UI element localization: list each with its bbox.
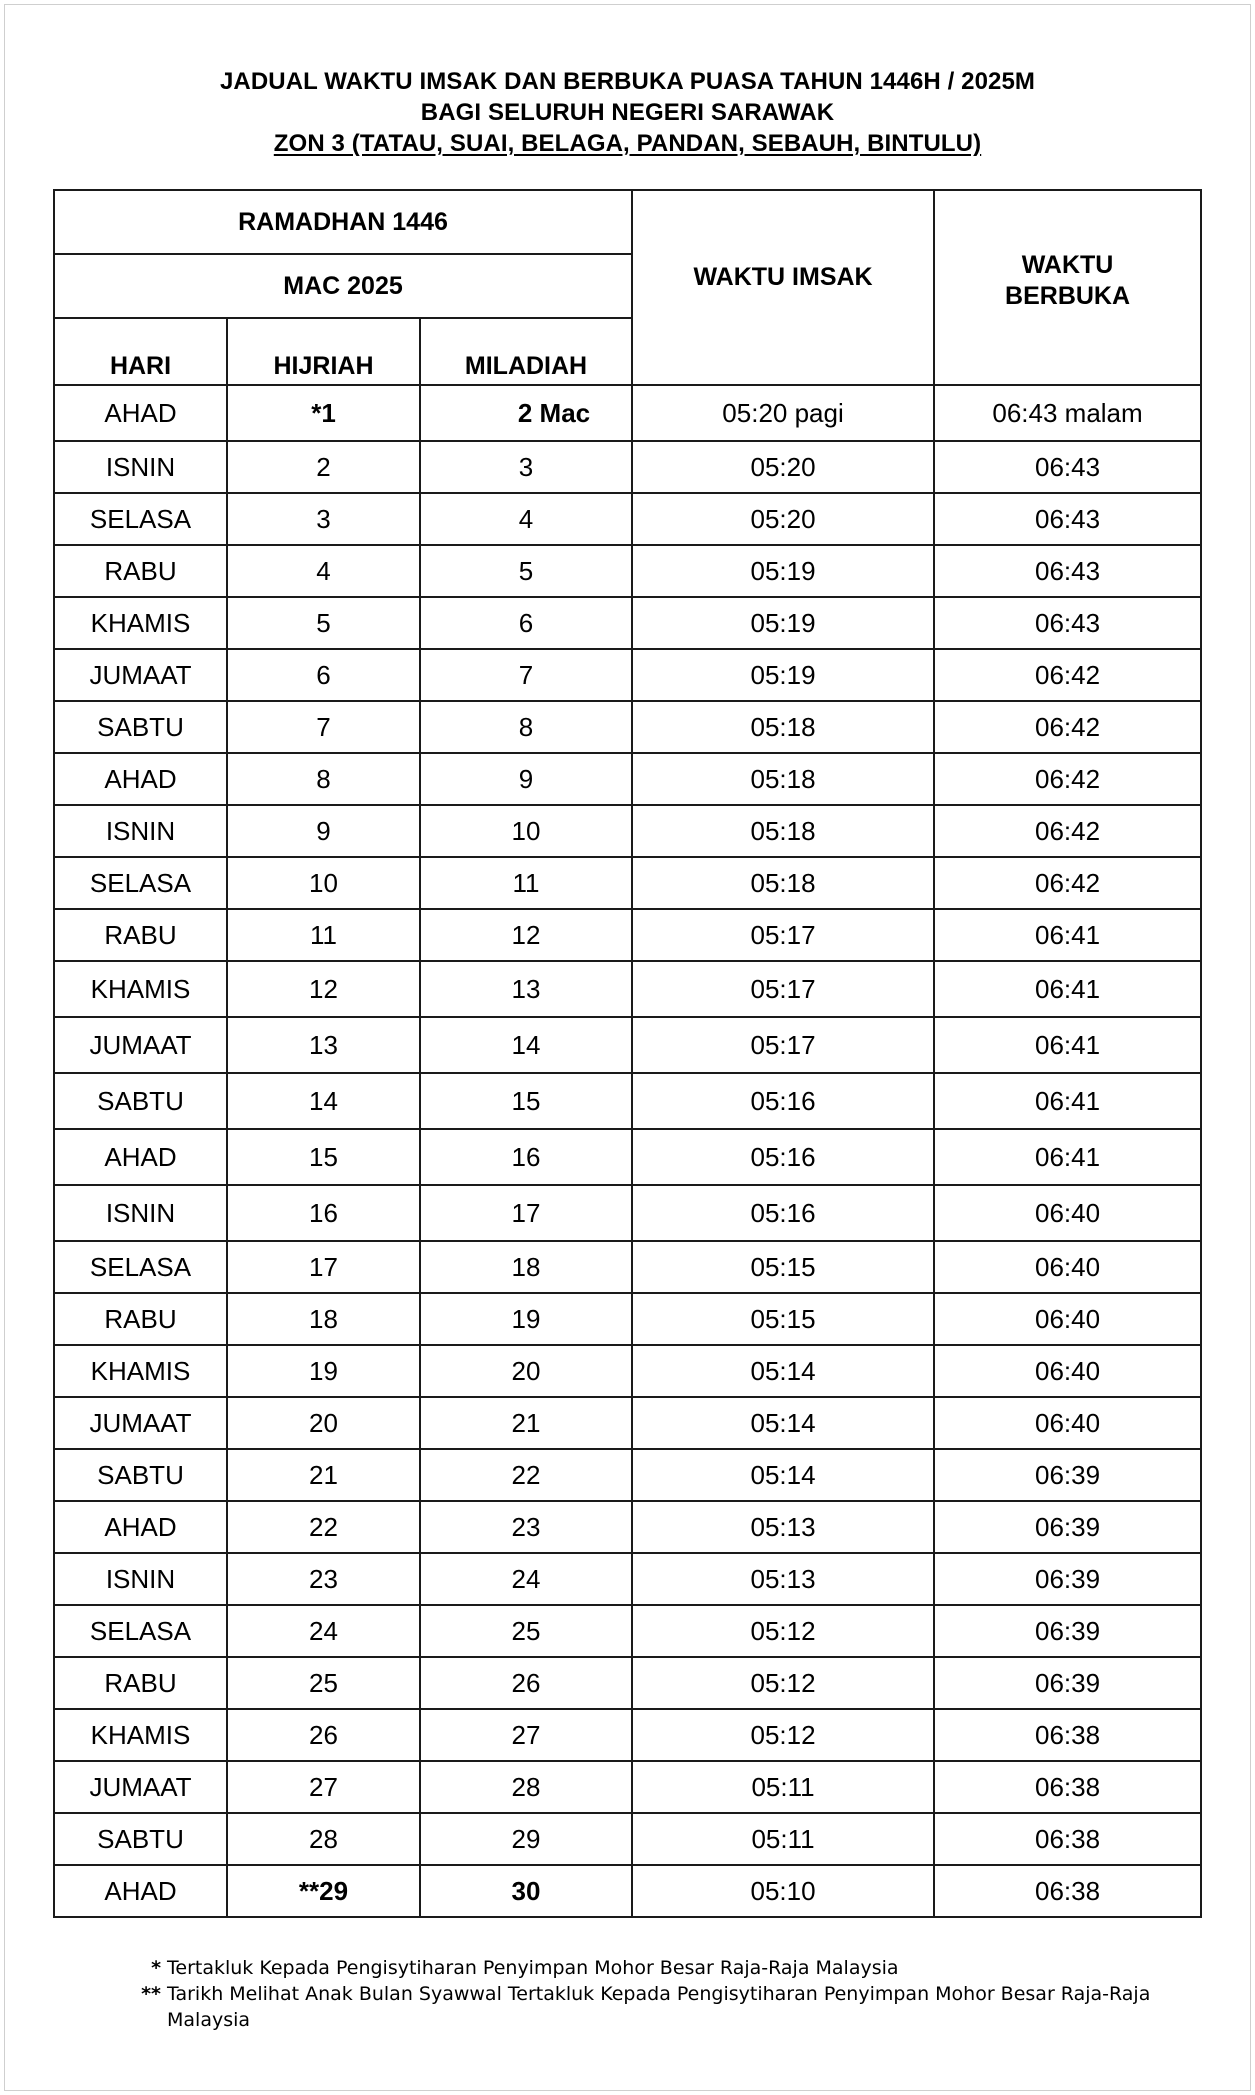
hijriah-cell: 17 bbox=[227, 1241, 420, 1293]
berbuka-time-cell: 06:41 bbox=[934, 961, 1201, 1017]
footnote-2-mark: ** bbox=[141, 1983, 161, 2005]
hijriah-cell: 8 bbox=[227, 753, 420, 805]
imsak-time-cell: 05:20 bbox=[632, 441, 934, 493]
hijriah-cell: 27 bbox=[227, 1761, 420, 1813]
hijriah-cell: 24 bbox=[227, 1605, 420, 1657]
table-row bbox=[54, 1017, 1201, 1073]
table-row bbox=[54, 1241, 1201, 1293]
hijriah-cell: *1 bbox=[227, 385, 420, 441]
table-row bbox=[54, 753, 1201, 805]
miladiah-cell: 16 bbox=[420, 1129, 632, 1185]
imsak-time-cell: 05:20 bbox=[632, 493, 934, 545]
berbuka-time-cell: 06:39 bbox=[934, 1501, 1201, 1553]
title-line-2: BAGI SELURUH NEGERI SARAWAK bbox=[420, 99, 835, 126]
table-row bbox=[54, 1605, 1201, 1657]
hijriah-cell: 14 bbox=[227, 1073, 420, 1129]
miladiah-cell: 21 bbox=[420, 1397, 632, 1449]
miladiah-cell: 19 bbox=[420, 1293, 632, 1345]
hijriah-cell: 18 bbox=[227, 1293, 420, 1345]
table-row bbox=[54, 1501, 1201, 1553]
hijriah-cell: 3 bbox=[227, 493, 420, 545]
miladiah-cell: 26 bbox=[420, 1657, 632, 1709]
berbuka-time-cell: 06:40 bbox=[934, 1293, 1201, 1345]
imsak-time-cell: 05:14 bbox=[632, 1397, 934, 1449]
berbuka-time-cell: 06:43 bbox=[934, 493, 1201, 545]
berbuka-time-cell: 06:40 bbox=[934, 1241, 1201, 1293]
hijriah-cell: 19 bbox=[227, 1345, 420, 1397]
hijriah-cell: 20 bbox=[227, 1397, 420, 1449]
berbuka-time-cell: 06:38 bbox=[934, 1813, 1201, 1865]
imsak-time-cell: 05:20 pagi bbox=[632, 385, 934, 441]
table-row bbox=[54, 1293, 1201, 1345]
miladiah-cell: 11 bbox=[420, 857, 632, 909]
table-row bbox=[54, 805, 1201, 857]
table-row bbox=[54, 597, 1201, 649]
hijriah-cell: 21 bbox=[227, 1449, 420, 1501]
table-row bbox=[54, 1345, 1201, 1397]
miladiah-cell: 14 bbox=[420, 1017, 632, 1073]
schedule-table-wrapper bbox=[53, 189, 1200, 1918]
table-row bbox=[54, 1813, 1201, 1865]
berbuka-time-cell: 06:43 bbox=[934, 545, 1201, 597]
berbuka-time-cell: 06:40 bbox=[934, 1397, 1201, 1449]
table-row bbox=[54, 1761, 1201, 1813]
miladiah-cell: 24 bbox=[420, 1553, 632, 1605]
day-cell: AHAD bbox=[54, 385, 227, 441]
imsak-time-cell: 05:12 bbox=[632, 1605, 934, 1657]
miladiah-cell: 25 bbox=[420, 1605, 632, 1657]
miladiah-cell: 15 bbox=[420, 1073, 632, 1129]
hijriah-header: HIJRIAH bbox=[227, 318, 420, 385]
miladiah-cell: 13 bbox=[420, 961, 632, 1017]
miladiah-cell: 23 bbox=[420, 1501, 632, 1553]
imsak-time-cell: 05:18 bbox=[632, 701, 934, 753]
miladiah-cell: 27 bbox=[420, 1709, 632, 1761]
berbuka-time-cell: 06:38 bbox=[934, 1709, 1201, 1761]
table-row bbox=[54, 1073, 1201, 1129]
waktu-imsak-header: WAKTU IMSAK bbox=[632, 190, 934, 385]
berbuka-time-cell: 06:38 bbox=[934, 1761, 1201, 1813]
day-cell: ISNIN bbox=[54, 441, 227, 493]
miladiah-cell: 10 bbox=[420, 805, 632, 857]
hijriah-cell: 6 bbox=[227, 649, 420, 701]
imsak-time-cell: 05:10 bbox=[632, 1865, 934, 1917]
table-row bbox=[54, 701, 1201, 753]
footnote-1-mark: * bbox=[151, 1957, 161, 1979]
imsak-time-cell: 05:15 bbox=[632, 1293, 934, 1345]
hijriah-cell: 13 bbox=[227, 1017, 420, 1073]
berbuka-time-cell: 06:43 malam bbox=[934, 385, 1201, 441]
berbuka-time-cell: 06:42 bbox=[934, 857, 1201, 909]
table-row bbox=[54, 1449, 1201, 1501]
miladiah-cell: 8 bbox=[420, 701, 632, 753]
miladiah-cell: 4 bbox=[420, 493, 632, 545]
miladiah-cell: 20 bbox=[420, 1345, 632, 1397]
day-cell: SELASA bbox=[54, 1241, 227, 1293]
imsak-time-cell: 05:16 bbox=[632, 1185, 934, 1241]
miladiah-cell: 7 bbox=[420, 649, 632, 701]
table-row bbox=[54, 385, 1201, 441]
imsak-time-cell: 05:17 bbox=[632, 961, 934, 1017]
ramadhan-header: RAMADHAN 1446 bbox=[54, 190, 632, 254]
footnotes bbox=[128, 1955, 1158, 2033]
day-cell: KHAMIS bbox=[54, 597, 227, 649]
miladiah-cell: 6 bbox=[420, 597, 632, 649]
berbuka-time-cell: 06:41 bbox=[934, 1017, 1201, 1073]
day-cell: RABU bbox=[54, 1657, 227, 1709]
table-row bbox=[54, 1709, 1201, 1761]
table-row bbox=[54, 1553, 1201, 1605]
hijriah-cell: 10 bbox=[227, 857, 420, 909]
table-row bbox=[54, 1657, 1201, 1709]
table-row bbox=[54, 493, 1201, 545]
imsak-time-cell: 05:13 bbox=[632, 1553, 934, 1605]
berbuka-time-cell: 06:41 bbox=[934, 909, 1201, 961]
hijriah-cell: 28 bbox=[227, 1813, 420, 1865]
table-row bbox=[54, 1397, 1201, 1449]
day-cell: AHAD bbox=[54, 1501, 227, 1553]
footnote-1 bbox=[128, 1955, 1158, 1981]
table-row bbox=[54, 961, 1201, 1017]
imsak-time-cell: 05:19 bbox=[632, 545, 934, 597]
berbuka-time-cell: 06:39 bbox=[934, 1449, 1201, 1501]
document-header bbox=[0, 66, 1255, 159]
table-row bbox=[54, 1185, 1201, 1241]
berbuka-time-cell: 06:43 bbox=[934, 441, 1201, 493]
table-row bbox=[54, 857, 1201, 909]
hijriah-cell: 7 bbox=[227, 701, 420, 753]
day-cell: JUMAAT bbox=[54, 1397, 227, 1449]
hijriah-cell: 23 bbox=[227, 1553, 420, 1605]
miladiah-cell: 2 Mac bbox=[420, 385, 632, 441]
hijriah-cell: 5 bbox=[227, 597, 420, 649]
hijriah-cell: 16 bbox=[227, 1185, 420, 1241]
table-row bbox=[54, 441, 1201, 493]
day-cell: JUMAAT bbox=[54, 1761, 227, 1813]
table-row bbox=[54, 1129, 1201, 1185]
table-row bbox=[54, 649, 1201, 701]
miladiah-cell: 22 bbox=[420, 1449, 632, 1501]
hijriah-cell: 22 bbox=[227, 1501, 420, 1553]
footnote-2-text: Tarikh Melihat Anak Bulan Syawwal Tertakluk Kepada Pengisytiharan Penyimpan Mohor Besar Raja-Raja Malaysia bbox=[167, 1983, 1151, 2031]
miladiah-cell: 5 bbox=[420, 545, 632, 597]
imsak-time-cell: 05:17 bbox=[632, 909, 934, 961]
waktu-berbuka-header bbox=[934, 190, 1201, 385]
imsak-time-cell: 05:12 bbox=[632, 1657, 934, 1709]
imsak-time-cell: 05:17 bbox=[632, 1017, 934, 1073]
day-cell: KHAMIS bbox=[54, 1345, 227, 1397]
hijriah-cell: **29 bbox=[227, 1865, 420, 1917]
day-cell: JUMAAT bbox=[54, 649, 227, 701]
imsak-time-cell: 05:16 bbox=[632, 1129, 934, 1185]
waktu-berbuka-header-line1: WAKTU bbox=[1021, 250, 1114, 279]
berbuka-time-cell: 06:39 bbox=[934, 1605, 1201, 1657]
berbuka-time-cell: 06:41 bbox=[934, 1129, 1201, 1185]
imsak-time-cell: 05:18 bbox=[632, 805, 934, 857]
imsak-time-cell: 05:18 bbox=[632, 753, 934, 805]
hijriah-cell: 11 bbox=[227, 909, 420, 961]
imsak-time-cell: 05:18 bbox=[632, 857, 934, 909]
schedule-table bbox=[53, 189, 1202, 1918]
table-row bbox=[54, 545, 1201, 597]
berbuka-time-cell: 06:42 bbox=[934, 805, 1201, 857]
day-cell: AHAD bbox=[54, 1865, 227, 1917]
day-cell: ISNIN bbox=[54, 1185, 227, 1241]
day-cell: SABTU bbox=[54, 1813, 227, 1865]
berbuka-time-cell: 06:42 bbox=[934, 753, 1201, 805]
hari-header: HARI bbox=[54, 318, 227, 385]
miladiah-cell: 9 bbox=[420, 753, 632, 805]
imsak-time-cell: 05:11 bbox=[632, 1761, 934, 1813]
miladiah-header: MILADIAH bbox=[420, 318, 632, 385]
hijriah-cell: 15 bbox=[227, 1129, 420, 1185]
schedule-rows bbox=[54, 385, 1201, 1917]
imsak-time-cell: 05:12 bbox=[632, 1709, 934, 1761]
day-cell: AHAD bbox=[54, 753, 227, 805]
table-row bbox=[54, 909, 1201, 961]
berbuka-time-cell: 06:39 bbox=[934, 1553, 1201, 1605]
miladiah-cell: 28 bbox=[420, 1761, 632, 1813]
day-cell: RABU bbox=[54, 545, 227, 597]
berbuka-time-cell: 06:39 bbox=[934, 1657, 1201, 1709]
day-cell: SELASA bbox=[54, 493, 227, 545]
day-cell: SELASA bbox=[54, 1605, 227, 1657]
day-cell: SABTU bbox=[54, 1449, 227, 1501]
hijriah-cell: 9 bbox=[227, 805, 420, 857]
day-cell: JUMAAT bbox=[54, 1017, 227, 1073]
month-header: MAC 2025 bbox=[54, 254, 632, 318]
title-line-1: JADUAL WAKTU IMSAK DAN BERBUKA PUASA TAHUN 1446H / 2025M bbox=[219, 68, 1036, 95]
imsak-time-cell: 05:15 bbox=[632, 1241, 934, 1293]
footnote-2 bbox=[128, 1981, 1158, 2033]
berbuka-time-cell: 06:38 bbox=[934, 1865, 1201, 1917]
imsak-time-cell: 05:13 bbox=[632, 1501, 934, 1553]
berbuka-time-cell: 06:43 bbox=[934, 597, 1201, 649]
hijriah-cell: 2 bbox=[227, 441, 420, 493]
day-cell: SELASA bbox=[54, 857, 227, 909]
berbuka-time-cell: 06:40 bbox=[934, 1345, 1201, 1397]
berbuka-time-cell: 06:40 bbox=[934, 1185, 1201, 1241]
miladiah-cell: 18 bbox=[420, 1241, 632, 1293]
day-cell: RABU bbox=[54, 1293, 227, 1345]
day-cell: SABTU bbox=[54, 701, 227, 753]
imsak-time-cell: 05:19 bbox=[632, 597, 934, 649]
zone-title: ZON 3 (TATAU, SUAI, BELAGA, PANDAN, SEBAUH, BINTULU) bbox=[273, 130, 982, 157]
miladiah-cell: 29 bbox=[420, 1813, 632, 1865]
waktu-berbuka-header-line2: BERBUKA bbox=[1005, 281, 1131, 310]
day-cell: KHAMIS bbox=[54, 961, 227, 1017]
day-cell: ISNIN bbox=[54, 1553, 227, 1605]
imsak-time-cell: 05:14 bbox=[632, 1449, 934, 1501]
hijriah-cell: 4 bbox=[227, 545, 420, 597]
berbuka-time-cell: 06:42 bbox=[934, 649, 1201, 701]
hijriah-cell: 12 bbox=[227, 961, 420, 1017]
imsak-time-cell: 05:11 bbox=[632, 1813, 934, 1865]
miladiah-cell: 3 bbox=[420, 441, 632, 493]
table-row bbox=[54, 1865, 1201, 1917]
berbuka-time-cell: 06:42 bbox=[934, 701, 1201, 753]
miladiah-cell: 17 bbox=[420, 1185, 632, 1241]
day-cell: AHAD bbox=[54, 1129, 227, 1185]
hijriah-cell: 26 bbox=[227, 1709, 420, 1761]
berbuka-time-cell: 06:41 bbox=[934, 1073, 1201, 1129]
day-cell: SABTU bbox=[54, 1073, 227, 1129]
day-cell: ISNIN bbox=[54, 805, 227, 857]
footnote-1-text: Tertakluk Kepada Pengisytiharan Penyimpan Mohor Besar Raja-Raja Malaysia bbox=[167, 1957, 899, 1979]
miladiah-cell: 30 bbox=[420, 1865, 632, 1917]
imsak-time-cell: 05:14 bbox=[632, 1345, 934, 1397]
hijriah-cell: 25 bbox=[227, 1657, 420, 1709]
day-cell: RABU bbox=[54, 909, 227, 961]
day-cell: KHAMIS bbox=[54, 1709, 227, 1761]
imsak-time-cell: 05:16 bbox=[632, 1073, 934, 1129]
miladiah-cell: 12 bbox=[420, 909, 632, 961]
imsak-time-cell: 05:19 bbox=[632, 649, 934, 701]
